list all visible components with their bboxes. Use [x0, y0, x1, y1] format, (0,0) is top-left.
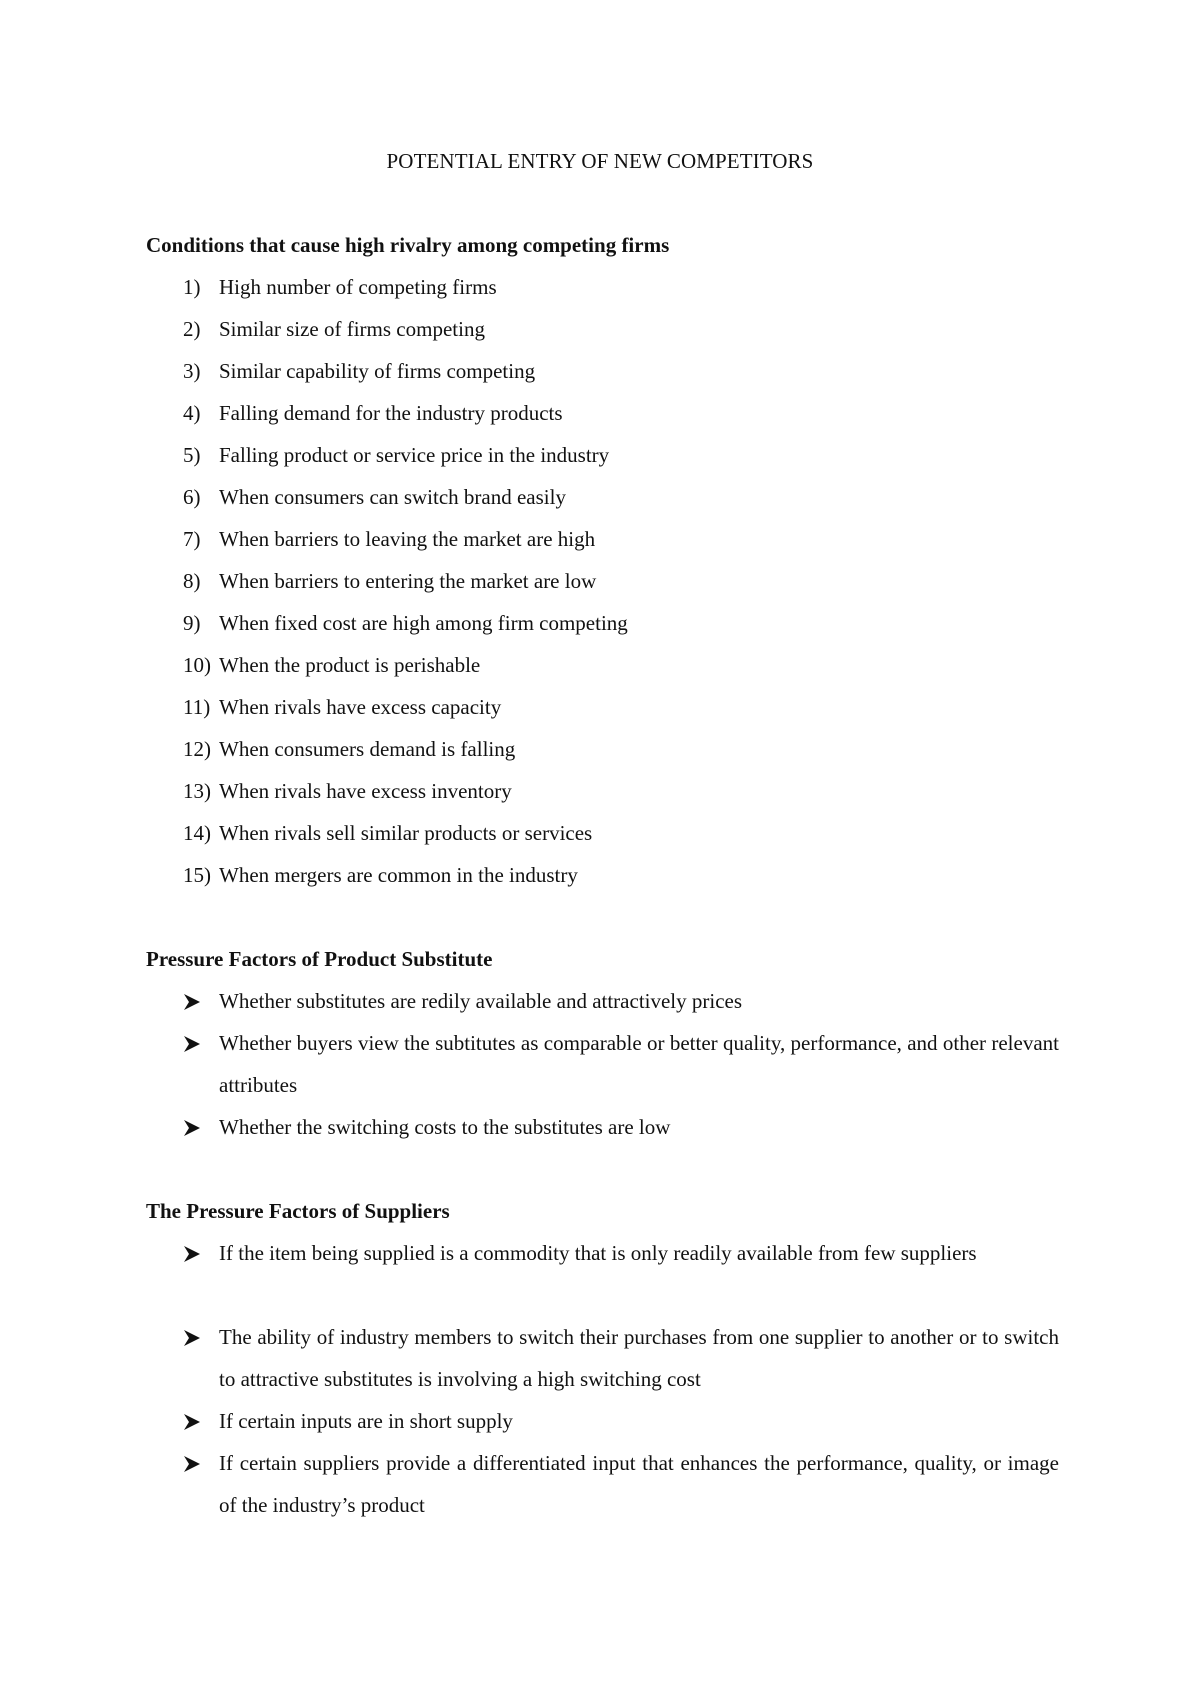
list-item-text: Similar capability of firms competing — [219, 359, 536, 383]
arrow-bullet-icon — [183, 994, 201, 1010]
list-item — [0, 398, 1200, 440]
list-number: 11) — [183, 695, 211, 719]
list-item-text: When consumers can switch brand easily — [219, 485, 566, 509]
list-number: 2) — [183, 317, 201, 341]
list-item — [0, 860, 1200, 902]
list-item-text: When mergers are common in the industry — [219, 863, 578, 887]
list-number: 9) — [183, 611, 201, 635]
list-item — [0, 608, 1200, 650]
list-item — [0, 524, 1200, 566]
list-number: 14) — [183, 821, 211, 845]
list-number: 7) — [183, 527, 201, 551]
list-item-text: When barriers to entering the market are low — [219, 569, 597, 593]
list-item — [0, 776, 1200, 818]
arrow-bullet-icon — [183, 1036, 201, 1052]
list-item-text: Whether the switching costs to the substitutes are low — [219, 1115, 671, 1139]
list-item — [0, 440, 1200, 482]
arrow-bullet-icon — [183, 1120, 201, 1136]
list-number: 5) — [183, 443, 201, 467]
list-number: 6) — [183, 485, 201, 509]
list-item-text: When the product is perishable — [219, 653, 481, 677]
list-item-text: Similar size of firms competing — [219, 317, 485, 341]
list-item-text: If certain inputs are in short supply — [219, 1409, 513, 1433]
list-item — [0, 1322, 1200, 1406]
list-number: 15) — [183, 863, 211, 887]
list-item — [0, 734, 1200, 776]
arrow-bullet-icon — [183, 1414, 201, 1430]
list-number: 8) — [183, 569, 201, 593]
list-item-text: When barriers to leaving the market are high — [219, 527, 596, 551]
list-item — [0, 818, 1200, 860]
section-heading-rivalry: Conditions that cause high rivalry among competing firms — [146, 233, 670, 257]
list-item-text: Whether buyers view the subtitutes as comparable or better quality, performance, and other relevant attributes — [219, 1031, 1059, 1097]
list-number: 3) — [183, 359, 201, 383]
list-item — [0, 1238, 1200, 1322]
list-item — [0, 356, 1200, 398]
list-item-text: High number of competing firms — [219, 275, 497, 299]
list-number: 12) — [183, 737, 211, 761]
list-item-text: If certain suppliers provide a differentiated input that enhances the performance, quality, or image of the industry’s product — [219, 1451, 1059, 1517]
list-item-text: Falling demand for the industry products — [219, 401, 563, 425]
list-item-text: When rivals have excess capacity — [219, 695, 502, 719]
section-heading-substitute: Pressure Factors of Product Substitute — [146, 947, 493, 971]
arrow-bullet-icon — [183, 1456, 201, 1472]
list-item-text: Whether substitutes are redily available and attractively prices — [219, 989, 743, 1013]
list-item-text: When fixed cost are high among firm competing — [219, 611, 628, 635]
list-number: 4) — [183, 401, 201, 425]
arrow-bullet-icon — [183, 1330, 201, 1346]
list-number: 10) — [183, 653, 211, 677]
list-item-text: Falling product or service price in the industry — [219, 443, 610, 467]
list-item — [0, 1028, 1200, 1112]
arrow-bullet-icon — [183, 1246, 201, 1262]
list-item — [0, 482, 1200, 524]
document-title: POTENTIAL ENTRY OF NEW COMPETITORS — [386, 149, 814, 173]
list-item — [0, 272, 1200, 314]
list-item — [0, 1448, 1200, 1532]
list-number: 13) — [183, 779, 211, 803]
list-item — [0, 566, 1200, 608]
list-number: 1) — [183, 275, 201, 299]
list-item — [0, 1112, 1200, 1154]
list-item-text: If the item being supplied is a commodity that is only readily available from few suppliers — [219, 1241, 977, 1265]
section-heading-suppliers: The Pressure Factors of Suppliers — [146, 1199, 450, 1223]
list-item — [0, 650, 1200, 692]
list-item — [0, 314, 1200, 356]
list-item-text: When rivals sell similar products or services — [219, 821, 593, 845]
list-item — [0, 692, 1200, 734]
list-item-text: When rivals have excess inventory — [219, 779, 512, 803]
list-item-text: The ability of industry members to switch their purchases from one supplier to another or to switch to attractive substitutes is involving a high switching cost — [219, 1325, 1059, 1391]
list-item-text: When consumers demand is falling — [219, 737, 516, 761]
